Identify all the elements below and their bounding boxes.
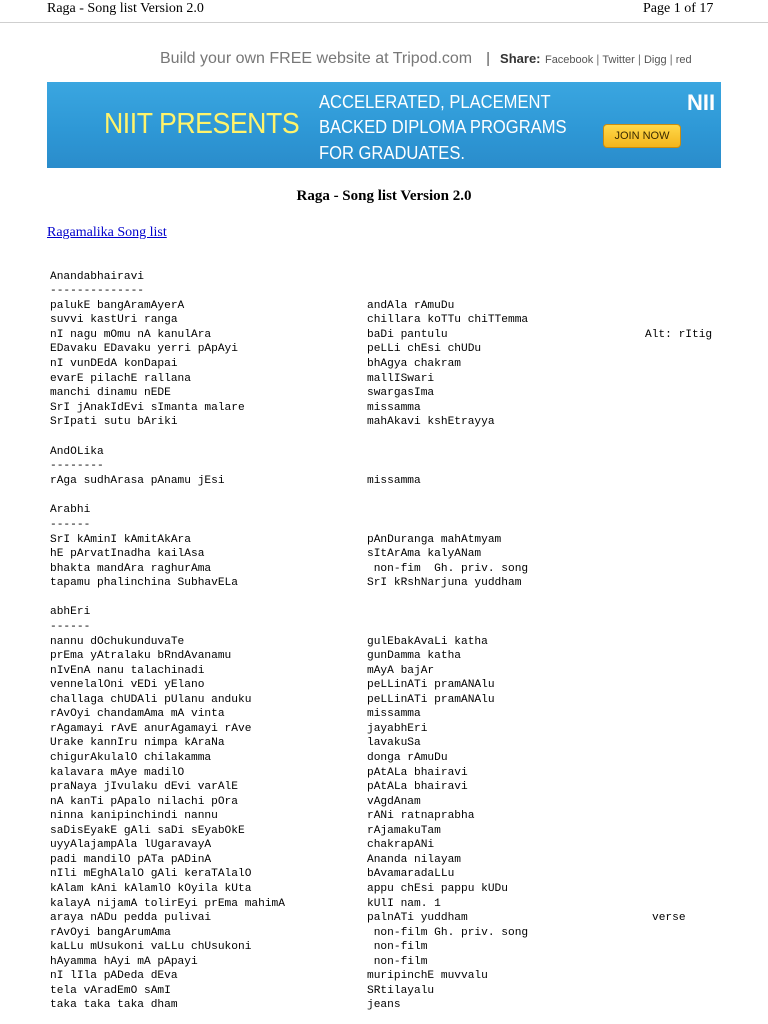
song-row <box>0 839 768 853</box>
film-name: baDi pantulu <box>367 329 448 341</box>
tripod-bar: Build your own FREE website at Tripod.com | Share: Facebook | Twitter | Digg | red <box>160 50 692 67</box>
song-row <box>0 999 768 1013</box>
film-name: mallISwari <box>367 373 435 385</box>
song-title: nI lIla pADeda dEva <box>50 970 178 982</box>
song-title: kalayA nijamA tolirEyi prEma mahimA <box>50 898 285 910</box>
song-row <box>0 329 768 343</box>
song-title: tapamu phalinchina SubhavELa <box>50 577 238 589</box>
page-header <box>0 0 768 23</box>
song-title: kaLLu mUsukoni vaLLu chUsukoni <box>50 941 252 953</box>
song-title: nI vunDEdA konDapai <box>50 358 178 370</box>
song-row <box>0 475 768 489</box>
ad-line-3: FOR GRADUATES. <box>319 143 465 163</box>
song-row <box>0 271 768 285</box>
song-title: nIvEnA nanu talachinadi <box>50 665 205 677</box>
song-row <box>0 956 768 970</box>
song-title: araya nADu pedda pulivai <box>50 912 212 924</box>
song-title: tela vAradEmO sAmI <box>50 985 171 997</box>
song-row <box>0 504 768 518</box>
song-row <box>0 985 768 999</box>
film-name: peLLinATi pramANAlu <box>367 694 495 706</box>
song-row <box>0 723 768 737</box>
ad-line-1: ACCELERATED, PLACEMENT <box>319 92 551 112</box>
song-title: suvvi kastUri ranga <box>50 314 178 326</box>
song-title: kAlam kAni kAlamlO kOyila kUta <box>50 883 252 895</box>
song-row <box>0 767 768 781</box>
song-title: manchi dinamu nEDE <box>50 387 171 399</box>
film-name: missamma <box>367 475 421 487</box>
film-name: missamma <box>367 708 421 720</box>
song-row <box>0 825 768 839</box>
song-title: nIli mEghAlalO gAli keraTAlalO <box>50 868 252 880</box>
song-title: ------ <box>50 519 91 531</box>
song-title: SrI jAnakIdEvi sImanta malare <box>50 402 245 414</box>
song-row <box>0 708 768 722</box>
song-title: bhakta mandAra raghurAma <box>50 563 212 575</box>
song-row <box>0 314 768 328</box>
song-title: kalavara mAye madilO <box>50 767 185 779</box>
song-title: EDavaku EDavaku yerri pApAyi <box>50 343 238 355</box>
song-title: rAga sudhArasa pAnamu jEsi <box>50 475 225 487</box>
song-row <box>0 534 768 548</box>
song-title: ------ <box>50 621 91 633</box>
song-title: rAgamayi rAvE anurAgamayi rAve <box>50 723 252 735</box>
song-row <box>0 883 768 897</box>
song-row <box>0 927 768 941</box>
song-row <box>0 898 768 912</box>
film-name: jeans <box>367 999 401 1011</box>
song-title: -------- <box>50 460 104 472</box>
tripod-build-link[interactable]: Build your own FREE website at Tripod.com <box>160 50 473 67</box>
song-row <box>0 941 768 955</box>
song-title: rAvOyi bangArumAma <box>50 927 171 939</box>
film-name: muripinchE muvvalu <box>367 970 488 982</box>
ad-headline: NIIT PRESENTS <box>104 108 300 140</box>
song-title: abhEri <box>50 606 91 618</box>
song-row <box>0 300 768 314</box>
film-name: non-film <box>367 941 428 953</box>
song-row <box>0 679 768 693</box>
film-name: missamma <box>367 402 421 414</box>
song-title: padi mandilO pATa pADinA <box>50 854 212 866</box>
film-name: lavakuSa <box>367 737 421 749</box>
film-name: mAyA bajAr <box>367 665 435 677</box>
song-title: chigurAkulalO chilakamma <box>50 752 212 764</box>
song-row <box>0 694 768 708</box>
share-facebook-link[interactable]: Facebook <box>544 54 594 66</box>
song-title: nA kanTi pApalo nilachi pOra <box>50 796 238 808</box>
ad-banner[interactable] <box>47 82 721 168</box>
song-title: taka taka taka dham <box>50 999 178 1011</box>
song-row <box>0 970 768 984</box>
song-title: saDisEyakE gAli saDi sEyabOkE <box>50 825 245 837</box>
niit-logo: NII <box>687 90 716 115</box>
share-digg-link[interactable]: Digg <box>643 54 667 66</box>
song-row <box>0 446 768 460</box>
song-row <box>0 810 768 824</box>
song-row <box>0 868 768 882</box>
film-name: swargasIma <box>367 387 435 399</box>
song-title: ninna kanipinchindi nannu <box>50 810 218 822</box>
song-title: Arabhi <box>50 504 91 516</box>
film-name: rAjamakuTam <box>367 825 441 837</box>
song-row <box>0 650 768 664</box>
song-title: rAvOyi chandamAma mA vinta <box>50 708 225 720</box>
song-row <box>0 796 768 810</box>
song-row <box>0 548 768 562</box>
film-name: non-fim Gh. priv. song <box>367 563 529 575</box>
film-name: appu chEsi pappu kUDu <box>367 883 508 895</box>
song-title: uyyAlajampAla lUgaravayA <box>50 839 212 851</box>
share-twitter-link[interactable]: Twitter <box>602 54 635 66</box>
song-row <box>0 416 768 430</box>
film-name: vAgdAnam <box>367 796 421 808</box>
film-name: andAla rAmuDu <box>367 300 455 312</box>
film-name: peLLi chEsi chUDu <box>367 343 482 355</box>
ad-line-2: BACKED DIPLOMA PROGRAMS <box>319 117 567 137</box>
song-row <box>0 358 768 372</box>
song-title: prEma yAtralaku bRndAvanamu <box>50 650 232 662</box>
film-name: chillara koTTu chiTTemma <box>367 314 529 326</box>
document-heading: Raga - Song list Version 2.0 <box>296 188 472 204</box>
film-name: Ananda nilayam <box>367 854 461 866</box>
film-name: jayabhEri <box>367 723 428 735</box>
header-page-number: Page 1 of 17 <box>643 1 714 16</box>
song-row <box>0 402 768 416</box>
film-name: bAvamaradaLLu <box>367 868 455 880</box>
song-title: Anandabhairavi <box>50 271 144 283</box>
song-title: SrI kAminI kAmitAkAra <box>50 534 191 546</box>
song-title: -------------- <box>50 285 144 297</box>
film-name: gulEbakAvaLi katha <box>367 636 488 648</box>
song-row <box>0 285 768 299</box>
song-title: SrIpati sutu bAriki <box>50 416 178 428</box>
song-row <box>0 854 768 868</box>
song-row <box>0 460 768 474</box>
song-row <box>0 563 768 577</box>
song-row <box>0 636 768 650</box>
song-title: nI nagu mOmu nA kanulAra <box>50 329 212 341</box>
song-row <box>0 343 768 357</box>
song-title: nannu dOchukunduvaTe <box>50 636 185 648</box>
film-name: SRtilayalu <box>367 985 435 997</box>
film-name: gunDamma katha <box>367 650 461 662</box>
film-name: pAnDuranga mahAtmyam <box>367 534 502 546</box>
tripod-separator: | <box>486 50 491 67</box>
song-title: hAyamma hAyi mA pApayi <box>50 956 198 968</box>
song-title: Urake kannIru nimpa kAraNa <box>50 737 225 749</box>
song-row <box>0 577 768 591</box>
film-name: pAtALa bhairavi <box>367 767 468 779</box>
join-now-button[interactable]: JOIN NOW <box>603 124 681 148</box>
film-name: rANi ratnaprabha <box>367 810 475 822</box>
song-title: palukE bangAramAyerA <box>50 300 185 312</box>
song-row <box>0 665 768 679</box>
song-row <box>0 519 768 533</box>
song-row <box>0 752 768 766</box>
film-name: mahAkavi kshEtrayya <box>367 416 495 428</box>
film-name: chakrapANi <box>367 839 435 851</box>
film-name: peLLinATi pramANAlu <box>367 679 495 691</box>
song-row <box>0 781 768 795</box>
share-label: Share: <box>500 51 541 66</box>
film-name: non-film Gh. priv. song <box>367 927 529 939</box>
song-row <box>0 621 768 635</box>
song-title: AndOLika <box>50 446 104 458</box>
song-row <box>0 912 768 926</box>
film-name: palnATi yuddham <box>367 912 468 924</box>
film-name: pAtALa bhairavi <box>367 781 468 793</box>
note: Alt: rItig <box>645 329 713 341</box>
note: verse <box>652 912 686 924</box>
film-name: donga rAmuDu <box>367 752 448 764</box>
song-title: evarE pilachE rallana <box>50 373 191 385</box>
song-row <box>0 387 768 401</box>
film-name: sItArAma kalyANam <box>367 548 482 560</box>
song-title: challaga chUDAli pUlanu anduku <box>50 694 252 706</box>
film-name: non-film <box>367 956 428 968</box>
share-reddit-link[interactable]: red <box>675 54 692 66</box>
film-name: kUlI nam. 1 <box>367 898 441 910</box>
ragamalika-song-list-link[interactable]: Ragamalika Song list <box>47 225 167 240</box>
song-row <box>0 606 768 620</box>
film-name: bhAgya chakram <box>367 358 461 370</box>
song-row <box>0 373 768 387</box>
header-doc-title: Raga - Song list Version 2.0 <box>47 1 204 16</box>
film-name: SrI kRshNarjuna yuddham <box>367 577 522 589</box>
song-title: vennelalOni vEDi yElano <box>50 679 205 691</box>
song-row <box>0 737 768 751</box>
song-title: hE pArvatInadha kailAsa <box>50 548 205 560</box>
song-title: praNaya jIvulaku dEvi varAlE <box>50 781 238 793</box>
